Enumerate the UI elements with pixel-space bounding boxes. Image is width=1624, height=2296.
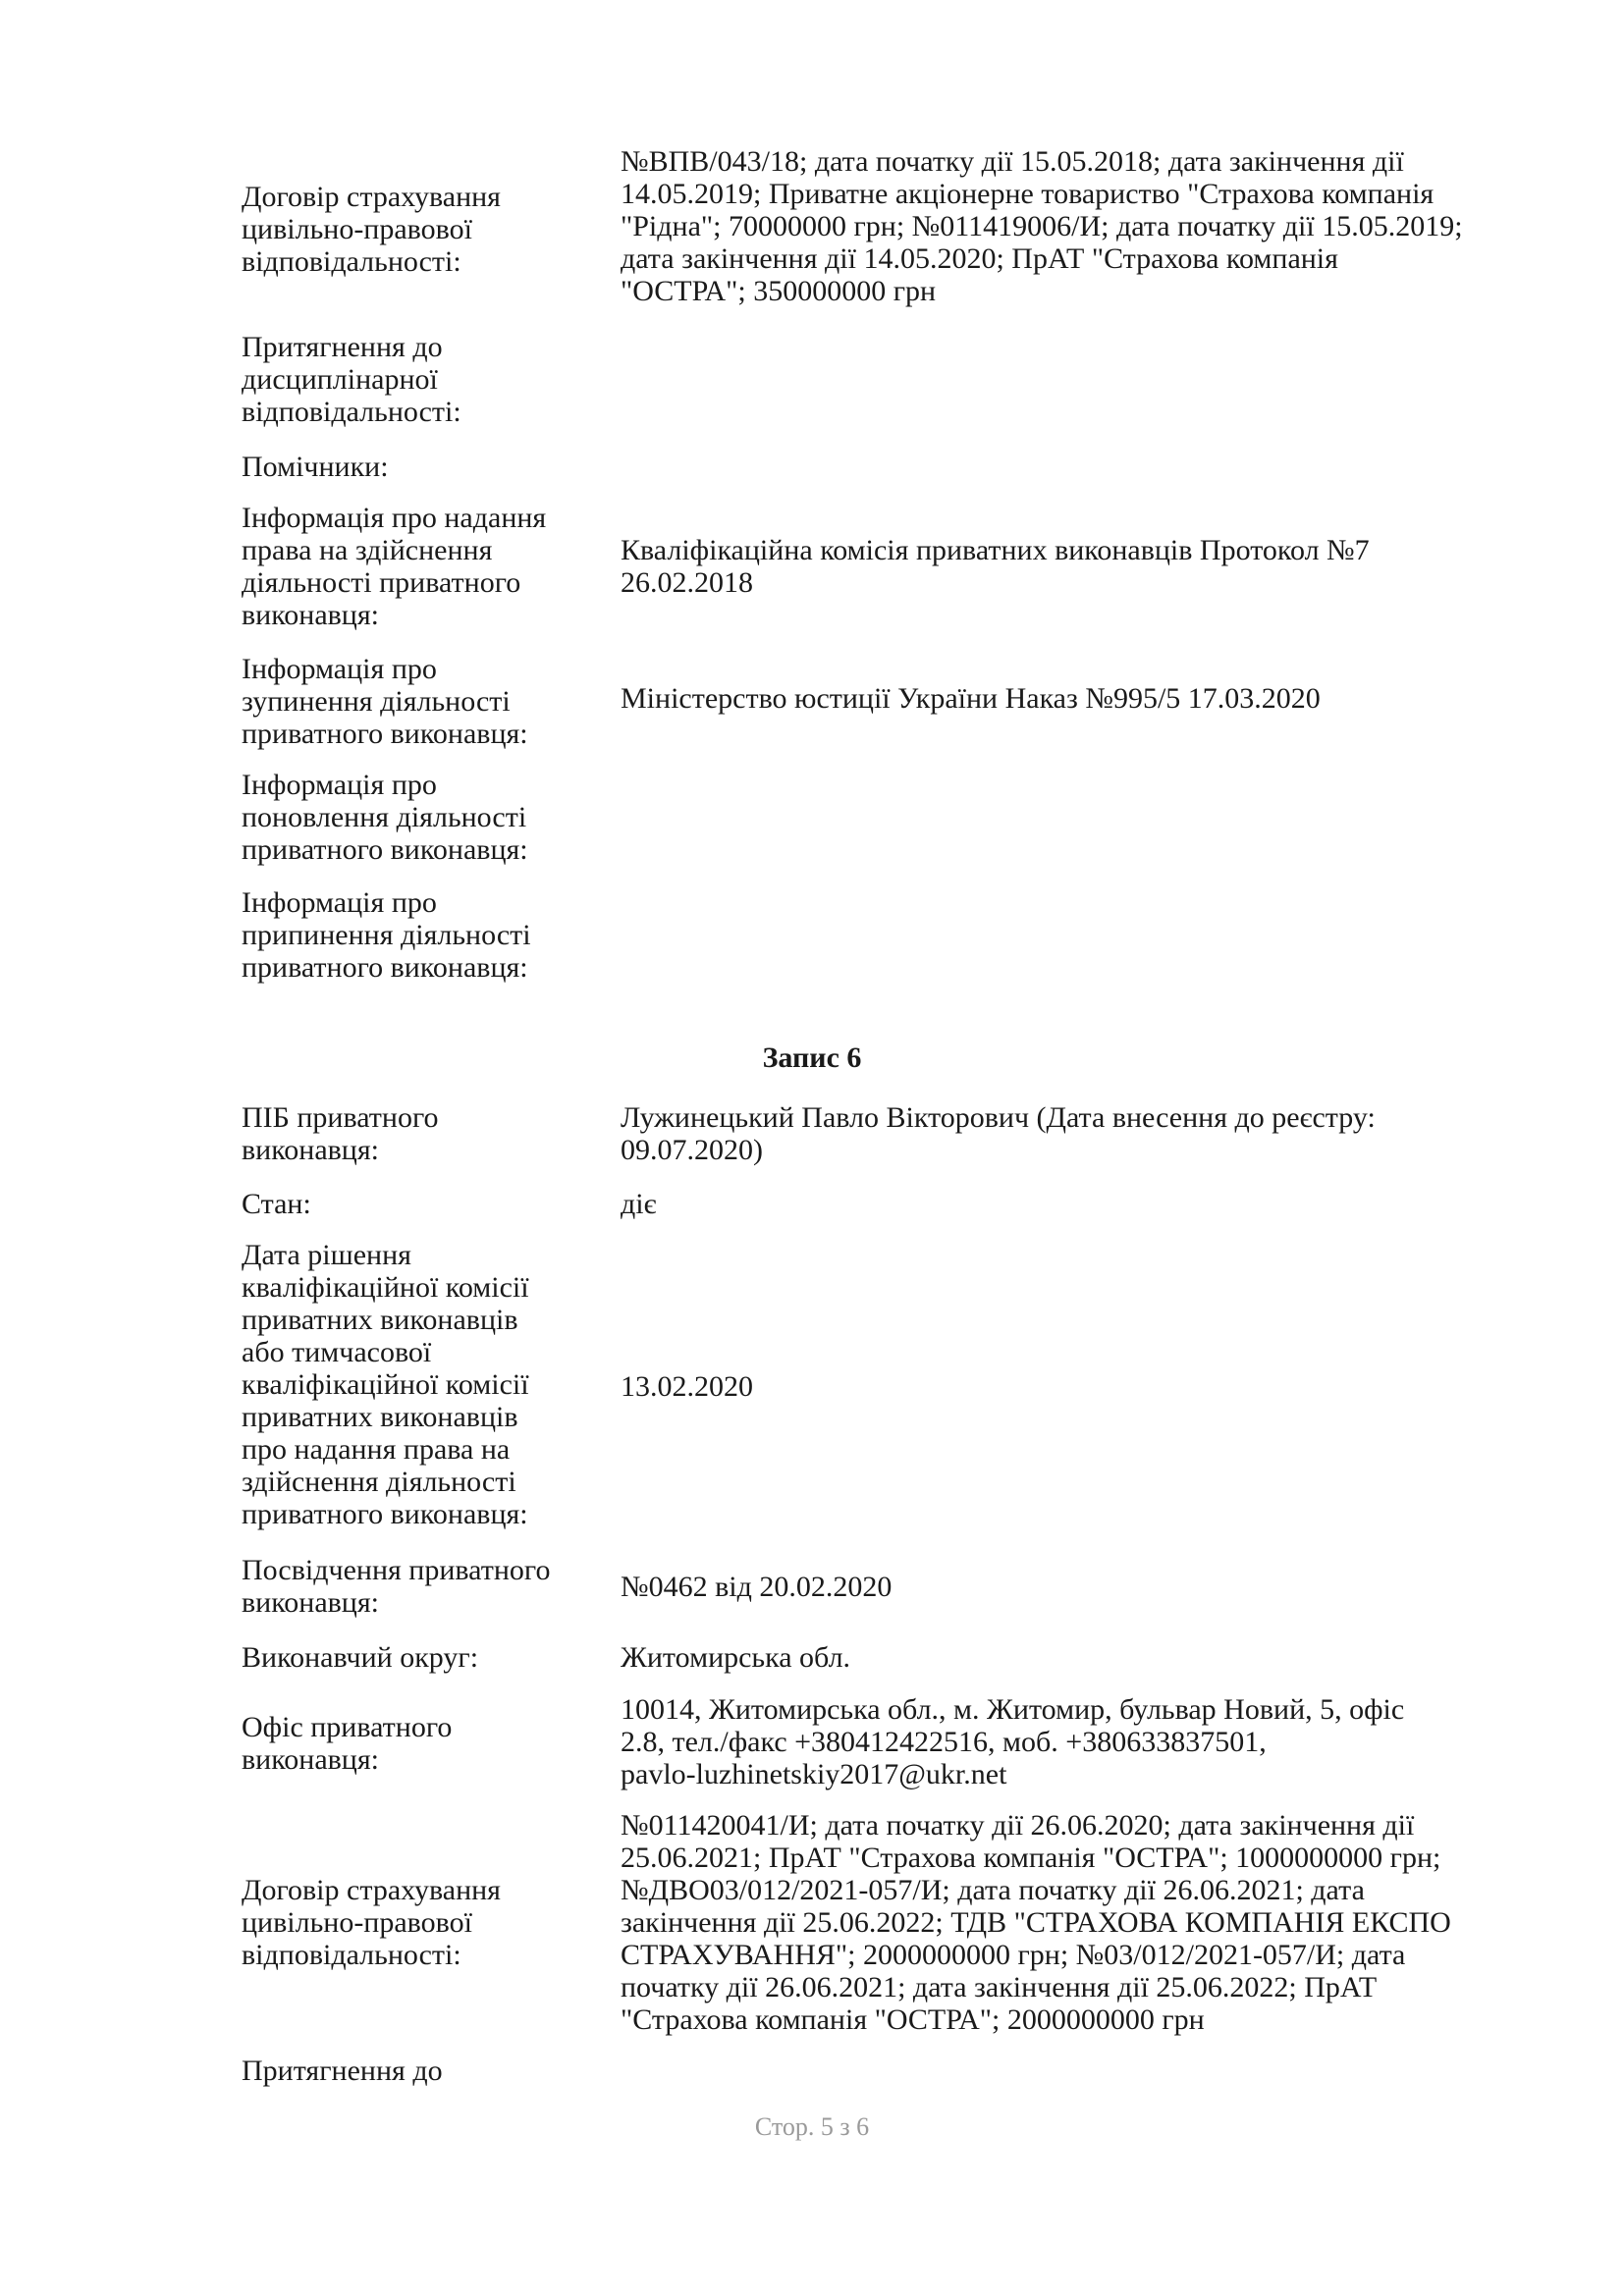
row-label: Притягнення до [242,2055,443,2087]
row-label: Посвідчення приватного виконавця: [242,1554,551,1619]
row-label: Інформація про зупинення діяльності приватного виконавця: [242,653,528,750]
row-value: Лужинецький Павло Вікторович (Дата внесення до реєстру: 09.07.2020) [621,1101,1376,1166]
row-label: Стан: [242,1188,311,1220]
row-value: діє [621,1188,657,1220]
row-label: Офіс приватного виконавця: [242,1711,453,1776]
row-value: №011420041/И; дата початку дії 26.06.2020; дата закінчення дії 25.06.2021; ПрАТ "Страхова компанія "ОСТРА"; 1000000000 грн; №ДВО03/012/2021-057/И; дата початку дії 26.06.2021; дата закінчення дії 25.06.2022; ТДВ "СТРАХОВА КОМПАНІЯ ЕКСПО СТРАХУВАННЯ"; 2000000000 грн; №03/012/2021-057/И; дата початку дії 26.06.2021; дата закінчення дії 25.06.2022; ПрАТ "Страхова компанія "ОСТРА"; 2000000000 грн [621,1809,1451,2036]
row-value: Кваліфікаційна комісія приватних виконавців Протокол №7 26.02.2018 [621,534,1370,599]
row-label: Інформація про надання права на здійснення діяльності приватного виконавця: [242,502,547,631]
row-value: Житомирська обл. [621,1641,851,1674]
row-label: ПІБ приватного виконавця: [242,1101,439,1166]
row-value: №ВПВ/043/18; дата початку дії 15.05.2018; дата закінчення дії 14.05.2019; Приватне акціонерне товариство "Страхова компанія "Рідна"; 70000000 грн; №011419006/И; дата початку дії 15.05.2019; дата закінчення дії 14.05.2020; ПрАТ "Страхова компанія "ОСТРА"; 350000000 грн [621,145,1463,307]
page-number: Стор. 5 з 6 [754,2112,870,2141]
row-label: Договір страхування цивільно-правової відповідальності: [242,1874,501,1971]
row-label: Інформація про припинення діяльності приватного виконавця: [242,886,531,984]
row-value: 10014, Житомирська обл., м. Житомир, бульвар Новий, 5, офіс 2.8, тел./факс +380412422516, моб. +380633837501, pavlo-luzhinetskiy2017@ukr.net [621,1693,1405,1790]
row-value: №0462 від 20.02.2020 [621,1571,893,1603]
row-label: Притягнення до дисциплінарної відповідальності: [242,331,461,428]
row-label: Виконавчий округ: [242,1641,479,1674]
row-label: Помічники: [242,451,389,483]
row-value: Міністерство юстиції України Наказ №995/5 17.03.2020 [621,682,1321,715]
row-label: Договір страхування цивільно-правової відповідальності: [242,181,501,278]
row-label: Інформація про поновлення діяльності приватного виконавця: [242,769,528,866]
row-value: 13.02.2020 [621,1370,753,1403]
record-heading: Запис 6 [762,1041,862,1074]
row-label: Дата рішення кваліфікаційної комісії приватних виконавців або тимчасової кваліфікаційної комісії приватних виконавців про надання права на здійснення діяльності приватного виконавця: [242,1239,529,1530]
